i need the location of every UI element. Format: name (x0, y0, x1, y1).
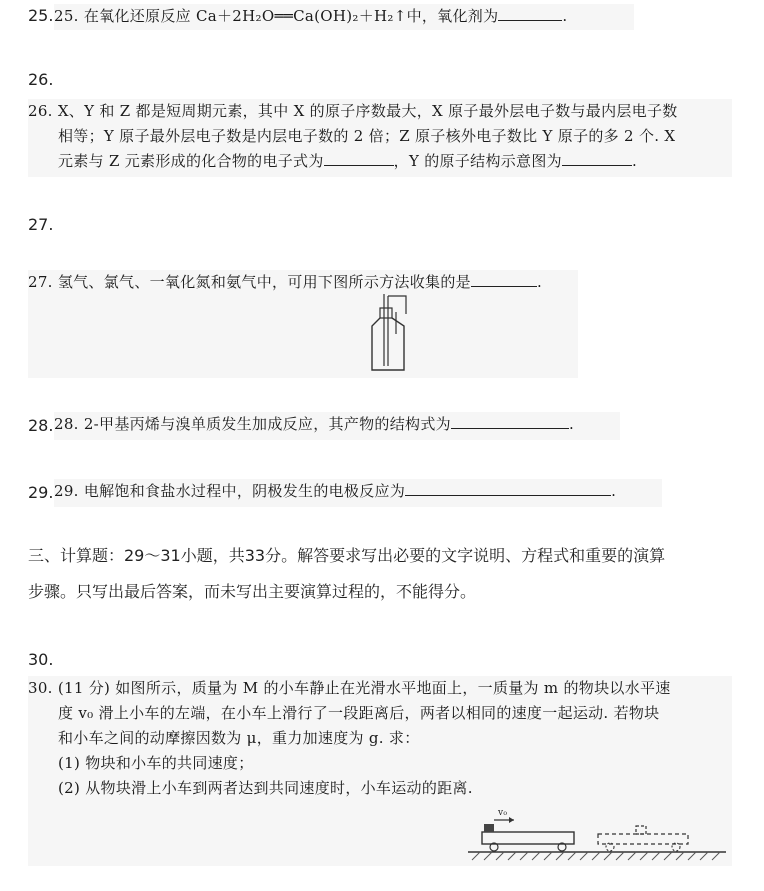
question-27-scan (28, 270, 578, 378)
question-30-line-4: (1) 物块和小车的共同速度； (58, 754, 254, 772)
question-number-28: 28. (28, 416, 54, 435)
question-number-25: 25. (28, 6, 54, 25)
answer-blank-29 (405, 479, 611, 496)
question-27-text: 27. 氢气、氯气、一氧化氮和氨气中，可用下图所示方法收集的是 . (28, 270, 578, 295)
question-26-line-1: 26. X、Y 和 Z 都是短周期元素，其中 X 的原子序数最大，X 原子最外层电子数与最内层电子数 (28, 102, 678, 120)
answer-blank-26b (562, 149, 632, 166)
gas-collection-bottle-figure (360, 294, 420, 374)
question-number-26: 26. (28, 70, 54, 89)
question-26-line-2: 相等；Y 原子最外层电子数是内层电子数的 2 倍；Z 原子核外电子数比 Y 原子的多 2 个. X (58, 127, 676, 145)
question-29-scan: 29. 电解饱和食盐水过程中，阴极发生的电极反应为 . (54, 479, 662, 507)
question-30-line-3: 和小车之间的动摩擦因数为 μ，重力加速度为 g. 求： (58, 729, 420, 747)
question-26-line-3: 元素与 Z 元素形成的化合物的电子式为 ，Y 的原子结构示意图为 . (28, 149, 732, 174)
question-29-text: 29. 电解饱和食盐水过程中，阴极发生的电极反应为 (54, 482, 406, 500)
section-3-line-2: 步骤。只写出最后答案，而未写出主要演算过程的，不能得分。 (28, 582, 477, 601)
question-30-scan (28, 676, 732, 866)
question-30-line-1: 30. (11 分) 如图所示，质量为 M 的小车静止在光滑水平地面上，一质量为 m 的物块以水平速 (28, 679, 671, 697)
velocity-label: v₀ (498, 808, 508, 818)
question-30-line-2: 度 v₀ 滑上小车的左端，在小车上滑行了一段距离后，两者以相同的速度一起运动. 若物块 (58, 704, 660, 722)
answer-blank-25 (498, 4, 562, 21)
question-28-scan: 28. 2-甲基丙烯与溴单质发生加成反应，其产物的结构式为 . (54, 412, 620, 440)
question-number-29: 29. (28, 483, 54, 502)
section-3-line-1: 三、计算题：29～31小题，共33分。解答要求写出必要的文字说明、方程式和重要的演算 (28, 546, 666, 565)
question-number-27: 27. (28, 215, 54, 234)
question-25-scan: 25. 在氧化还原反应 Ca＋2H₂O══Ca(OH)₂＋H₂↑中，氧化剂为 . (54, 4, 634, 30)
question-number-30: 30. (28, 650, 54, 669)
answer-blank-28 (451, 412, 569, 429)
question-26-scan (28, 99, 732, 177)
answer-blank-26a (324, 149, 394, 166)
question-28-text: 28. 2-甲基丙烯与溴单质发生加成反应，其产物的结构式为 (54, 415, 451, 433)
section-3-instructions (28, 538, 748, 610)
question-30-line-5: (2) 从物块滑上小车到两者达到共同速度时，小车运动的距离. (58, 779, 473, 797)
answer-blank-27 (471, 270, 537, 287)
cart-and-block-figure (468, 804, 728, 862)
question-25-text: 25. 在氧化还原反应 Ca＋2H₂O══Ca(OH)₂＋H₂↑中，氧化剂为 (54, 7, 499, 25)
